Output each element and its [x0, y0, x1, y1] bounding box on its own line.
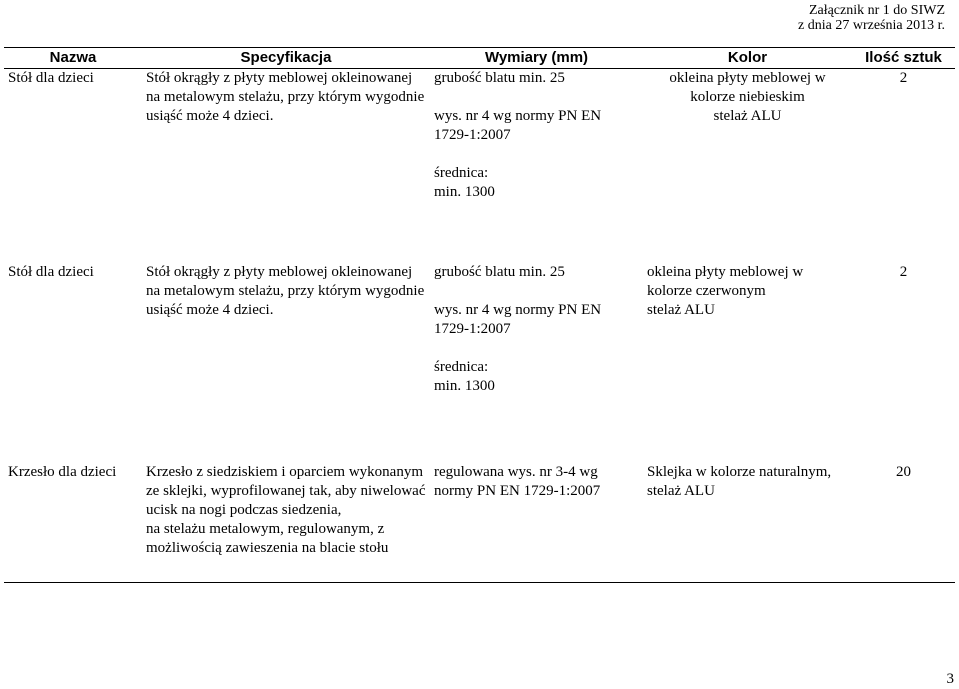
header-dimensions: Wymiary (mm): [430, 48, 643, 69]
header-color: Kolor: [643, 48, 852, 69]
header-quantity: Ilość sztuk: [852, 48, 955, 69]
color-frame: stelaż ALU: [647, 301, 715, 318]
header-name: Nazwa: [4, 48, 142, 69]
spec-main: Krzesło z siedziskiem i oparciem wykonanym ze sklejki, wyprofilowanej tak, aby niwelować ucisk na nogi podczas siedzenia,: [146, 463, 426, 518]
dimension-diameter-label: średnica:: [434, 358, 489, 375]
annex-title: Załącznik nr 1 do SIWZ: [808, 3, 945, 18]
dimension-diameter-value: min. 1300: [434, 377, 495, 394]
cell-specification: Stół okrągły z płyty meblowej okleinowanej na metalowym stelażu, przy którym wygodnie usiąść może 4 dzieci.: [146, 263, 425, 318]
cell-color: [643, 69, 852, 263]
annex-date: z dnia 27 września 2013 r.: [798, 18, 945, 33]
cell-specification: [142, 463, 430, 583]
header-specification: Specyfikacja: [142, 48, 430, 69]
cell-quantity: 2: [899, 70, 908, 86]
cell-name: Stół dla dzieci: [8, 263, 94, 280]
dimension-thickness: grubość blatu min. 25: [434, 263, 565, 280]
cell-name: Stół dla dzieci: [8, 70, 94, 86]
dimension-thickness: grubość blatu min. 25: [434, 70, 565, 86]
dimension-height: wys. nr 4 wg normy PN EN 1729-1:2007: [434, 108, 602, 143]
cell-specification: Stół okrągły z płyty meblowej okleinowanej na metalowym stelażu, przy którym wygodnie usiąść może 4 dzieci.: [146, 70, 425, 124]
dimension-diameter-value: min. 1300: [434, 184, 495, 200]
page-number: 3: [946, 671, 954, 687]
table-row: [4, 263, 955, 463]
color-finish: okleina płyty meblowej w kolorze niebieskim: [669, 70, 826, 105]
cell-name: Krzesło dla dzieci: [4, 463, 142, 583]
cell-quantity: 2: [899, 263, 908, 280]
cell-dimensions: [430, 263, 643, 463]
cell-quantity: 20: [852, 463, 955, 583]
dimension-height: wys. nr 4 wg normy PN EN 1729-1:2007: [434, 301, 602, 337]
table-header-row: [4, 48, 955, 69]
cell-color: Sklejka w kolorze naturalnym, stelaż ALU: [643, 463, 852, 583]
table-row: [4, 463, 955, 583]
table-row: [4, 69, 955, 263]
dimension-diameter-label: średnica:: [434, 165, 489, 181]
specification-table: [4, 47, 955, 583]
cell-color: [643, 263, 852, 463]
color-frame: stelaż ALU: [713, 108, 782, 124]
annex-header: [798, 3, 945, 33]
cell-dimensions: regulowana wys. nr 3-4 wg normy PN EN 1729-1:2007: [430, 463, 643, 583]
cell-dimensions: [430, 69, 643, 263]
spec-frame: na stelażu metalowym, regulowanym, z możliwością zawieszenia na blacie stołu: [146, 520, 389, 556]
color-finish: okleina płyty meblowej w kolorze czerwonym: [647, 263, 804, 299]
